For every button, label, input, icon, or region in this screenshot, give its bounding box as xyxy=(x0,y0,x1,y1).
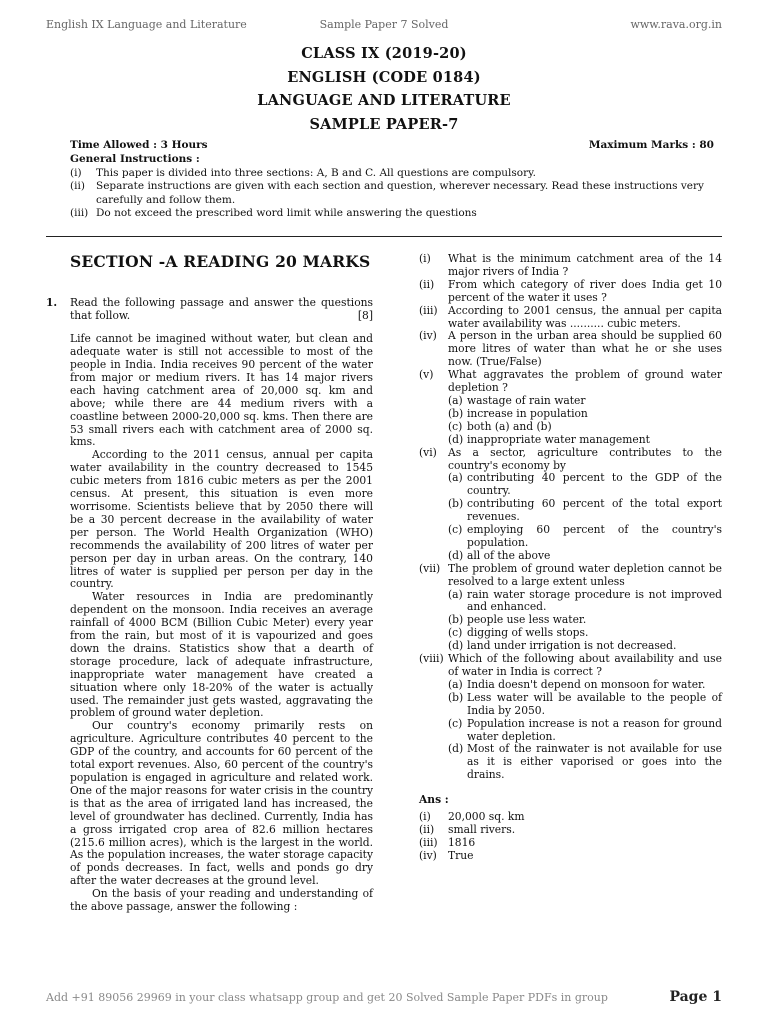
answer-option xyxy=(448,434,722,447)
question-1 xyxy=(46,297,373,914)
passage-paragraph-3: Water resources in India are predominantly dependent on the monsoon. India receives an average rainfall of 4000 BCM (Billion Cubic Meter) every year from the rain, but most of it is vapourized and goes down the drains. Statistics show that a dearth of storage procedure, lack of adequate infrastructure, inappropriate water management have created a situation where only 18-20% of the water is actually used. The remainder just gets wasted, aggravating the problem of ground water depletion. xyxy=(70,590,373,720)
option-text: both (a) and (b) xyxy=(467,419,552,433)
answer-option xyxy=(448,692,722,718)
instruction-item xyxy=(70,180,714,207)
sub-question xyxy=(419,305,722,331)
answers-title: Ans : xyxy=(419,793,449,807)
sub-question xyxy=(419,279,722,305)
time-allowed: Time Allowed : 3 Hours xyxy=(70,139,208,151)
general-instructions-title: General Instructions : xyxy=(70,153,200,165)
footer-promo: Add +91 89056 29969 in your class whatsapp group and get 20 Solved Sample Paper PDFs in group xyxy=(46,991,608,1004)
page-footer xyxy=(46,989,722,1007)
question-marks: [8] xyxy=(357,308,373,322)
option-text: contributing 40 percent to the GDP of the country. xyxy=(467,471,722,498)
sub-question-text: As a sector, agriculture contributes to the country's economy by xyxy=(448,445,722,472)
answers-list xyxy=(419,811,722,863)
instruction-item xyxy=(70,166,714,181)
answer-item xyxy=(419,837,722,850)
sub-question xyxy=(419,653,722,679)
title-course: LANGUAGE AND LITERATURE xyxy=(257,92,511,109)
section-title: SECTION -A READING 20 MARKS xyxy=(70,252,371,271)
option-text: people use less water. xyxy=(467,613,587,627)
answer-option xyxy=(448,421,722,434)
option-letter: (a) xyxy=(448,587,463,601)
question-task xyxy=(70,297,373,323)
option-letter: (c) xyxy=(448,626,463,640)
option-letter: (d) xyxy=(448,639,464,653)
option-text: inappropriate water management xyxy=(467,432,650,446)
sub-question xyxy=(419,447,722,473)
paper-meta xyxy=(70,139,714,221)
answer-option xyxy=(448,589,722,615)
instruction-text: Do not exceed the prescribed word limit while answering the questions xyxy=(96,207,477,219)
option-text: Most of the rainwater is not available for use as it is either vaporised or goes into the drains. xyxy=(467,742,722,782)
answer-option xyxy=(448,524,722,550)
option-text: contributing 60 percent of the total export revenues. xyxy=(467,497,722,524)
answer-number: (iv) xyxy=(419,848,437,862)
maximum-marks: Maximum Marks : 80 xyxy=(588,139,714,151)
question-list xyxy=(419,253,722,782)
answer-text: small rivers. xyxy=(448,822,516,836)
option-text: Less water will be available to the people of India by 2050. xyxy=(467,690,722,717)
option-text: all of the above xyxy=(467,548,551,562)
answer-number: (ii) xyxy=(419,822,435,836)
header-website-link[interactable]: www.rava.org.in xyxy=(630,18,722,31)
answer-option xyxy=(448,743,722,782)
instruction-number: (i) xyxy=(70,166,82,179)
sub-question-text: A person in the urban area should be supplied 60 more litres of water than what he or she uses now. (True/False) xyxy=(448,329,722,369)
option-text: land under irrigation is not decreased. xyxy=(467,639,677,653)
passage-paragraph-4: Our country's economy primarily rests on agriculture. Agriculture contributes 40 percent to the GDP of the country, and accounts for 60 percent of the total export revenues. Also, 60 percent of the country's population is engaged in agriculture and related work. One of the major reasons for water crisis in the country is that as the area of irrigated land has increased, the level of groundwater has declined. Currently, India has a gross irrigated crop area of 82.6 million hectares (215.6 million acres), which is the largest in the world. As the population increases, the water storage capacity of ponds decreases. In fact, wells and ponds go dry after the water decreases at the ground level. xyxy=(70,719,373,888)
option-letter: (b) xyxy=(448,690,464,704)
sub-question-text: The problem of ground water depletion cannot be resolved to a large extent unless xyxy=(448,561,722,588)
answer-option xyxy=(448,472,722,498)
option-letter: (c) xyxy=(448,716,463,730)
sub-question-number: (viii) xyxy=(419,652,444,666)
option-letter: (d) xyxy=(448,742,464,756)
instruction-item xyxy=(70,207,714,221)
option-text: Population increase is not a reason for ground water depletion. xyxy=(467,716,722,743)
instruction-text: Separate instructions are given with each section and question, wherever necessary. Read these instructions very carefully and follow them. xyxy=(96,180,704,206)
instructions-list xyxy=(70,167,714,221)
left-column xyxy=(46,252,373,914)
time-marks-row xyxy=(70,139,714,153)
option-letter: (d) xyxy=(448,432,464,446)
option-text: wastage of rain water xyxy=(467,393,586,407)
sub-question xyxy=(419,330,722,369)
title-paper: SAMPLE PAPER-7 xyxy=(309,115,459,133)
option-letter: (b) xyxy=(448,406,464,420)
option-letter: (a) xyxy=(448,393,463,407)
sub-question-number: (iv) xyxy=(419,329,437,343)
option-letter: (b) xyxy=(448,497,464,511)
answer-option xyxy=(448,718,722,744)
title-class: CLASS IX (2019-20) xyxy=(301,45,467,62)
header-subject: English IX Language and Literature xyxy=(46,18,247,31)
answer-text: 20,000 sq. km xyxy=(448,810,525,824)
passage-paragraph-1: Life cannot be imagined without water, but clean and adequate water is still not accessible to most of the people in India. India receives 90 percent of the water from major or medium rivers. It has 14 major rivers each having catchment area of 20,000 sq. km and above; while there are 44 medium rivers with a coastline between 2000-20,000 sq. kms. Then there are 53 small rivers each with catchment area of 2000 sq. kms. xyxy=(70,332,373,449)
right-column xyxy=(419,253,722,863)
option-text: rain water storage procedure is not improved and enhanced. xyxy=(467,587,722,614)
answer-option xyxy=(448,408,722,421)
header-divider xyxy=(46,236,722,237)
sub-question-text: Which of the following about availability and use of water in India is correct ? xyxy=(448,652,722,678)
instruction-number: (iii) xyxy=(70,207,89,219)
option-text: digging of wells stops. xyxy=(467,626,589,640)
option-letter: (c) xyxy=(448,419,463,433)
option-text: India doesn't depend on monsoon for water. xyxy=(467,677,706,691)
option-text: employing 60 percent of the country's population. xyxy=(467,523,722,549)
running-header xyxy=(46,18,722,34)
title-subject: ENGLISH (CODE 0184) xyxy=(287,68,481,86)
sub-question-number: (iii) xyxy=(419,303,438,317)
answer-text: 1816 xyxy=(448,835,476,849)
header-paper: Sample Paper 7 Solved xyxy=(319,18,449,31)
answer-text: True xyxy=(448,848,474,862)
answer-item xyxy=(419,824,722,837)
sub-question-text: From which category of river does India get 10 percent of the water it uses ? xyxy=(448,277,722,304)
sub-question-number: (ii) xyxy=(419,277,435,291)
option-text: increase in population xyxy=(467,406,588,420)
option-letter: (a) xyxy=(448,677,463,691)
paper-titles xyxy=(0,42,768,136)
sub-question-number: (vi) xyxy=(419,445,437,459)
instruction-text: This paper is divided into three sections: A, B and C. All questions are compulsory. xyxy=(96,166,537,179)
answer-option xyxy=(448,395,722,408)
sub-question-number: (i) xyxy=(419,252,431,265)
passage-paragraph-2: According to the 2011 census, annual per capita water availability in the country decreased to 1545 cubic meters from 1816 cubic meters as per the 2001 census. At present, this situation is even more worrisome. Scientists believe that by 2050 there will be a 30 percent decrease in the availability of water per person. The World Health Organization (WHO) recommends the availability of 200 litres of water per person per day in urban areas. On the contrary, 140 litres of water is supplied per person per day in the country. xyxy=(70,448,373,591)
answer-option xyxy=(448,679,722,692)
sub-question-text: What is the minimum catchment area of the 14 major rivers of India ? xyxy=(448,252,722,278)
answer-number: (i) xyxy=(419,810,431,824)
sub-question-text: According to 2001 census, the annual per capita water availability was .......... cubic meters. xyxy=(448,303,722,330)
page-number: Page 1 xyxy=(669,989,722,1005)
instruction-number: (ii) xyxy=(70,180,85,192)
answer-item xyxy=(419,850,722,863)
sub-question xyxy=(419,253,722,279)
sub-question xyxy=(419,563,722,589)
option-letter: (d) xyxy=(448,548,464,562)
passage-paragraph-5: On the basis of your reading and understanding of the above passage, answer the following : xyxy=(70,887,373,914)
sub-question-number: (v) xyxy=(419,368,434,382)
sub-question xyxy=(419,369,722,395)
task-text: Read the following passage and answer the questions that follow. xyxy=(70,295,373,322)
sub-question-text: What aggravates the problem of ground water depletion ? xyxy=(448,368,722,395)
answer-option xyxy=(448,498,722,524)
sub-question-number: (vii) xyxy=(419,561,441,575)
option-letter: (a) xyxy=(448,471,463,485)
answer-number: (iii) xyxy=(419,835,438,849)
answer-option xyxy=(448,550,722,563)
option-letter: (b) xyxy=(448,613,464,627)
option-letter: (c) xyxy=(448,523,463,537)
question-number: 1. xyxy=(46,295,58,309)
